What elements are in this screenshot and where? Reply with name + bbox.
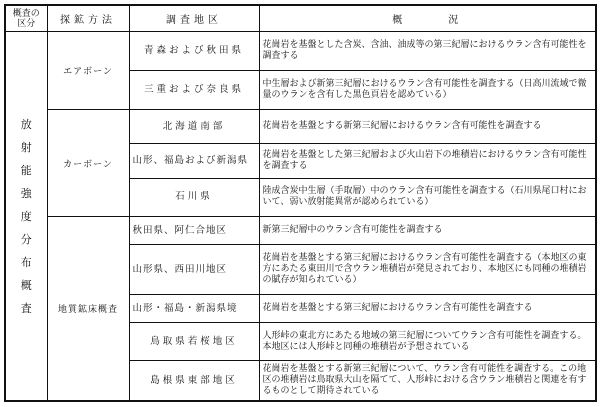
method-carborne: カーボーン [47,110,129,216]
desc-cell: 花崗岩を基盤とした含炭、含油、油成等の第三紀層におけるウラン含有可能性を調査する [259,32,596,71]
table-row [5,110,596,144]
survey-table [4,4,597,402]
area-cell: 島根県東部地区 [129,361,259,401]
header-method: 探鉱方法 [47,5,129,32]
area-cell: 石川県 [129,178,259,216]
desc-cell: 花崗岩を基盤とする新第三紀層について、ウラン含有可能性を調査する。この地区の堆積岩は鳥取県大山を隔てて、人形峠における含ウラン堆積岩と関連を有するものとして期待されている [259,361,596,401]
area-cell: 青森および秋田県 [129,32,259,71]
area-cell: 北海道南部 [129,110,259,144]
header-area: 調査地区 [129,5,259,32]
desc-cell: 陸成含炭中生層（手取層）中のウラン含有可能性を調査する（石川県尾口村において、弱い放射能異常が認められている） [259,178,596,216]
table-row [5,216,596,244]
header-overview: 概 況 [259,5,596,32]
header-category: 概査の区分 [5,5,47,32]
area-cell: 山形、福島および新潟県 [129,144,259,179]
area-cell: 三重および奈良県 [129,71,259,110]
desc-cell: 新第三紀層中のウラン含有可能性を調査する [259,216,596,244]
method-geological: 地質鉱床概査 [47,216,129,401]
desc-cell: 花崗岩を基盤とする第三紀層におけるウラン含有可能性を調査する [259,294,596,322]
category-cell [5,32,47,401]
category-label: 放射能強度分布概査 [20,117,32,315]
table-row [5,32,596,71]
desc-cell: 花崗岩を基盤とした第三紀層および火山岩下の堆積岩におけるウラン含有可能性を調査する [259,144,596,179]
area-cell: 山形・福島・新潟県境 [129,294,259,322]
area-cell: 山形県、西田川地区 [129,245,259,295]
method-airborne: エアボーン [47,32,129,110]
desc-cell: 人形峠の東北方にあたる地域の第三紀層についてウラン含有可能性を調査する。本地区には人形峠と同種の堆積岩が予想されている [259,323,596,361]
desc-cell: 中生層および新第三紀層におけるウラン含有可能性を調査する（日高川流域で微量のウランを含有した黒色頁岩を認めている） [259,71,596,110]
area-cell: 鳥取県若桜地区 [129,323,259,361]
header-row [5,5,596,32]
desc-cell: 花崗岩を基盤とする新第三紀層におけるウラン含有可能性を調査する [259,110,596,144]
area-cell: 秋田県、阿仁合地区 [129,216,259,244]
desc-cell: 花崗岩を基盤とする第三紀層におけるウラン含有可能性を調査する（本地区の東方にあたる東田川で含ウラン堆積岩が発見されており、本地区にも同種の堆積岩の賦存が知られている） [259,245,596,295]
